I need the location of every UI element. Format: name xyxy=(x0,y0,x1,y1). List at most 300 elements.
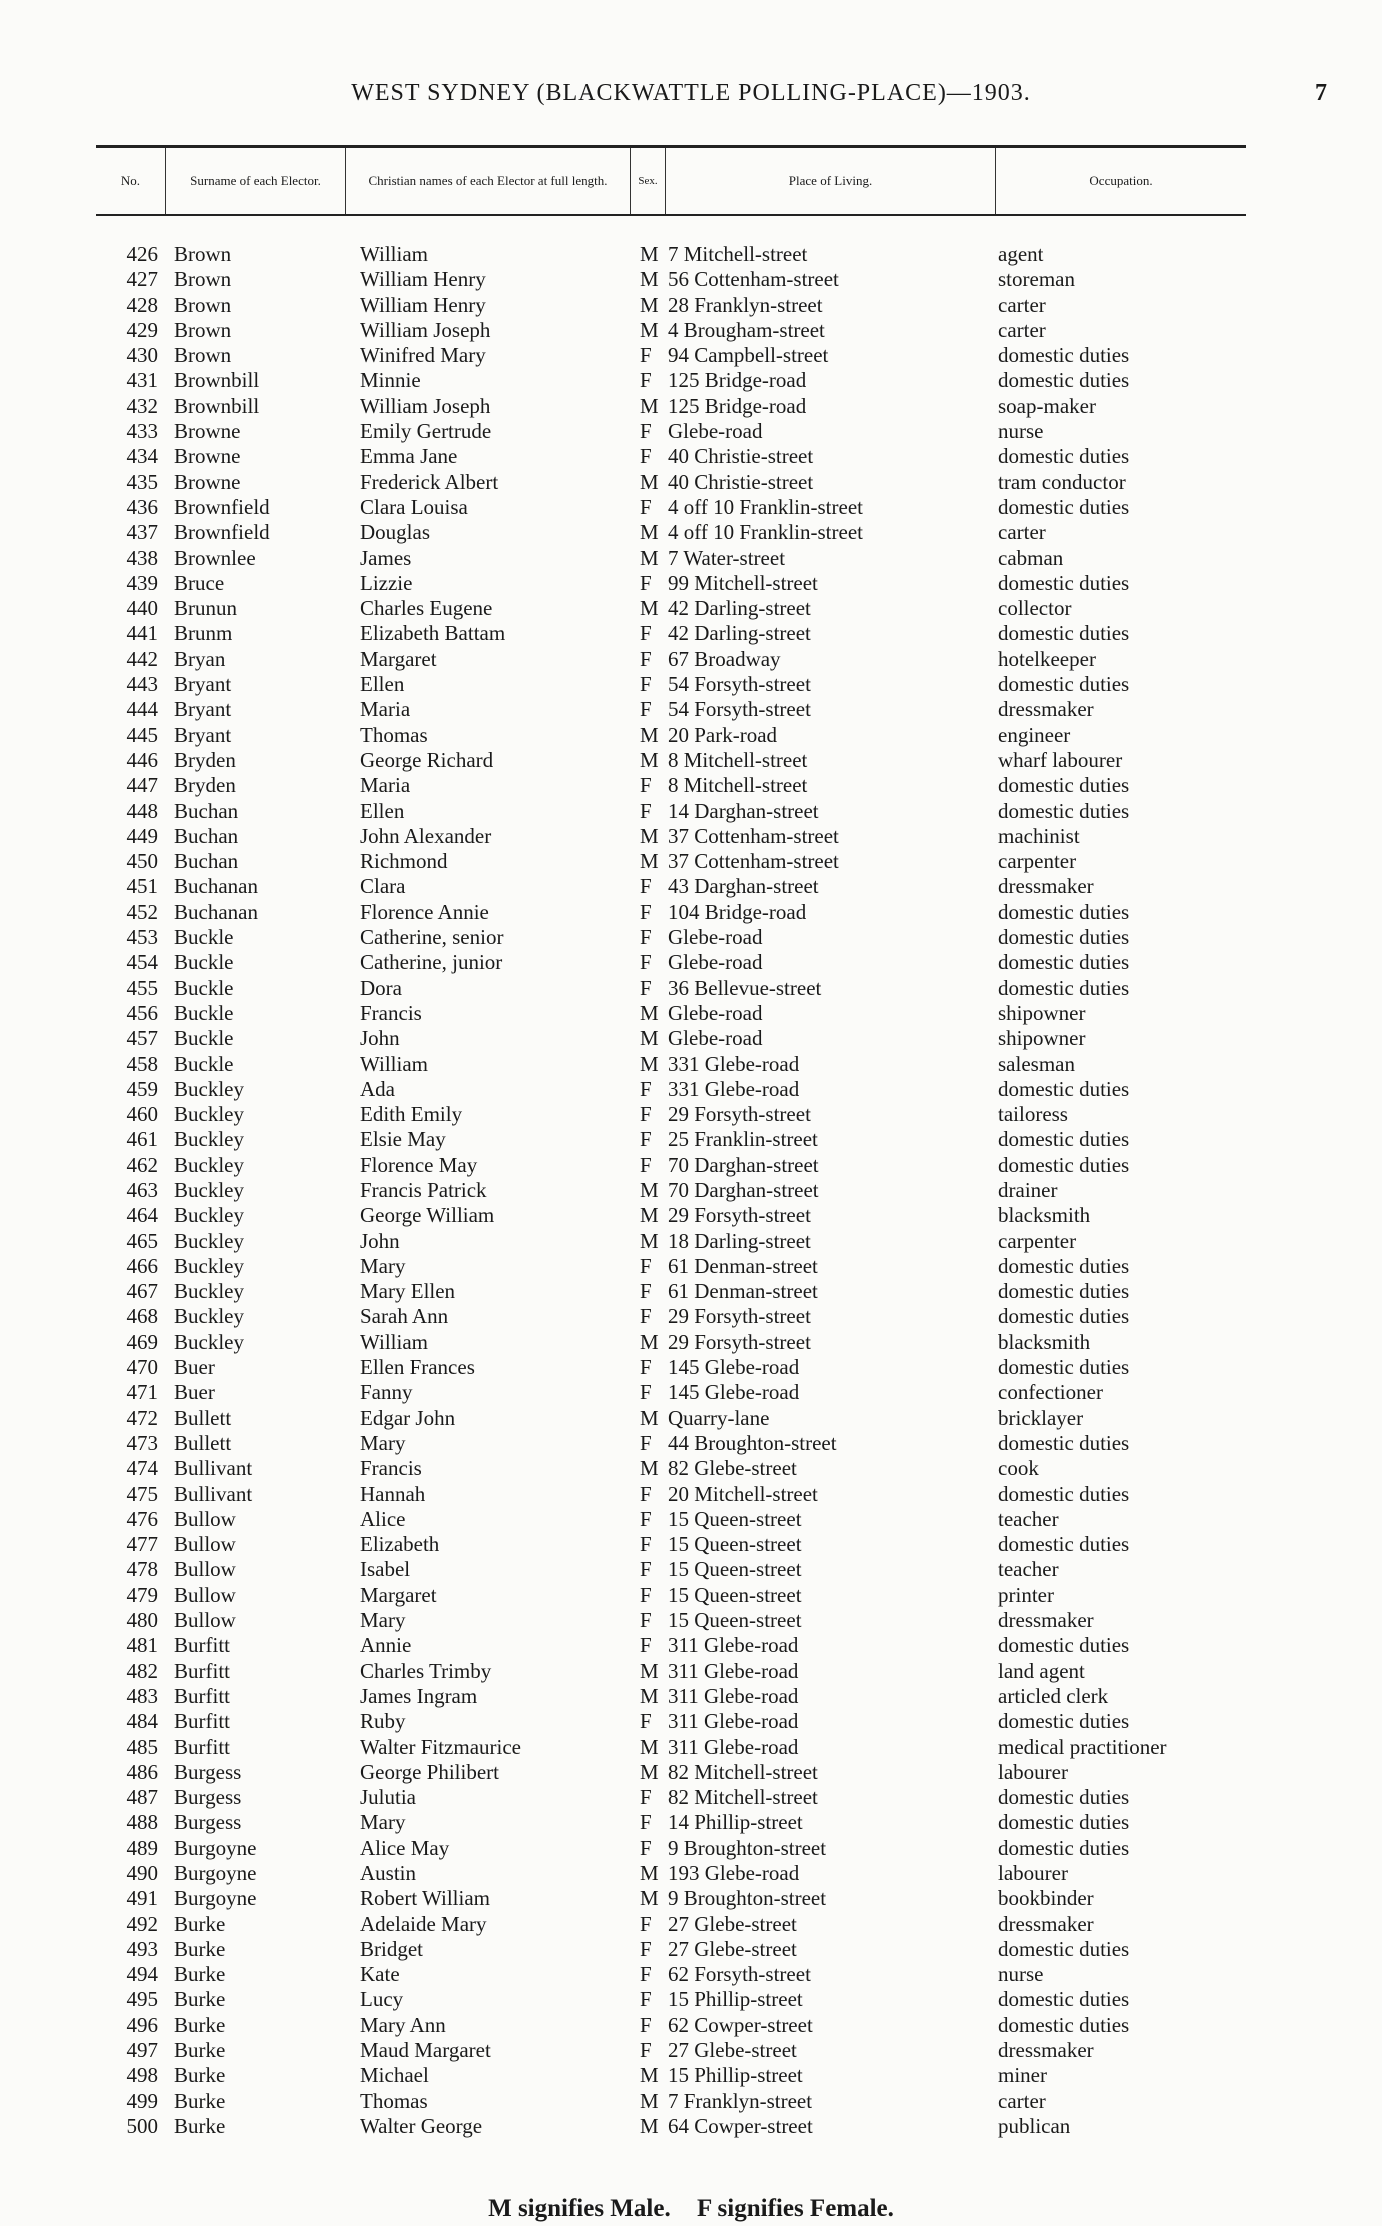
elector-sex: F xyxy=(640,570,652,595)
elector-sex: F xyxy=(640,1962,652,1987)
elector-occupation: domestic duties xyxy=(998,343,1130,368)
elector-occupation: domestic duties xyxy=(998,1355,1130,1380)
elector-surname: Burke xyxy=(174,2038,226,2063)
elector-number: 496 xyxy=(126,2012,158,2037)
elector-number: 431 xyxy=(126,368,158,393)
electoral-register-table xyxy=(96,145,1246,2139)
elector-sex: F xyxy=(640,621,652,646)
elector-occupation: domestic duties xyxy=(998,1076,1130,1101)
table-row xyxy=(96,1912,1246,1937)
table-row xyxy=(96,1987,1246,2012)
table-row xyxy=(96,1709,1246,1734)
table-row xyxy=(96,748,1246,773)
table-row xyxy=(96,2114,1246,2139)
elector-number: 460 xyxy=(126,1102,158,1127)
elector-sex: F xyxy=(640,1709,652,1734)
elector-place-of-living: 331 Glebe-road xyxy=(668,1076,800,1101)
elector-number: 432 xyxy=(126,393,158,418)
elector-surname: Burgess xyxy=(174,1785,242,1810)
elector-number: 474 xyxy=(126,1456,158,1481)
elector-surname: Burke xyxy=(174,2113,226,2138)
elector-sex: M xyxy=(640,1734,659,1759)
elector-place-of-living: 104 Bridge-road xyxy=(668,899,807,924)
table-row xyxy=(96,1608,1246,1633)
table-row xyxy=(96,1937,1246,1962)
elector-christian-names: William Joseph xyxy=(360,317,491,342)
elector-place-of-living: 311 Glebe-road xyxy=(668,1709,799,1734)
elector-sex: F xyxy=(640,1557,652,1582)
elector-occupation: domestic duties xyxy=(998,1127,1130,1152)
elector-christian-names: Maria xyxy=(360,697,411,722)
elector-surname: Bullow xyxy=(174,1557,236,1582)
elector-christian-names: Alice xyxy=(360,1506,406,1531)
table-row xyxy=(96,1861,1246,1886)
elector-christian-names: Maud Margaret xyxy=(360,2038,491,2063)
elector-surname: Burfitt xyxy=(174,1683,230,1708)
elector-sex: F xyxy=(640,975,652,1000)
table-row xyxy=(96,1760,1246,1785)
elector-sex: M xyxy=(640,823,659,848)
table-row xyxy=(96,1456,1246,1481)
table-row xyxy=(96,394,1246,419)
elector-surname: Brownbill xyxy=(174,393,260,418)
elector-christian-names: Walter George xyxy=(360,2113,483,2138)
elector-sex: M xyxy=(640,1203,659,1228)
elector-occupation: articled clerk xyxy=(998,1683,1109,1708)
table-row xyxy=(96,1836,1246,1861)
elector-number: 480 xyxy=(126,1608,158,1633)
elector-place-of-living: 15 Queen-street xyxy=(668,1608,802,1633)
elector-place-of-living: 193 Glebe-road xyxy=(668,1861,800,1885)
elector-occupation: shipowner xyxy=(998,1026,1086,1051)
elector-surname: Burke xyxy=(174,2012,226,2037)
elector-occupation: teacher xyxy=(998,1506,1059,1531)
elector-christian-names: Ada xyxy=(360,1076,395,1101)
table-row xyxy=(96,976,1246,1001)
elector-sex: M xyxy=(640,242,659,266)
elector-number: 493 xyxy=(126,1936,158,1961)
elector-christian-names: John xyxy=(360,1228,400,1253)
table-row xyxy=(96,1659,1246,1684)
elector-sex: F xyxy=(640,950,652,975)
table-row xyxy=(96,1735,1246,1760)
elector-place-of-living: 27 Glebe-street xyxy=(668,1911,797,1936)
elector-christian-names: Maria xyxy=(360,773,411,798)
column-header-christian-names: Christian names of each Elector at full length. xyxy=(346,148,631,214)
elector-christian-names: Hannah xyxy=(360,1481,426,1506)
elector-sex: F xyxy=(640,1936,652,1961)
elector-sex: M xyxy=(640,545,659,570)
elector-number: 497 xyxy=(126,2038,158,2063)
elector-number: 456 xyxy=(126,1000,158,1025)
elector-christian-names: Elizabeth xyxy=(360,1532,440,1557)
table-row xyxy=(96,242,1246,267)
elector-christian-names: Margaret xyxy=(360,646,437,671)
elector-occupation: confectioner xyxy=(998,1380,1103,1405)
elector-christian-names: Clara Louisa xyxy=(360,494,468,519)
elector-sex: F xyxy=(640,1633,652,1658)
elector-christian-names: Elizabeth Battam xyxy=(360,621,506,646)
elector-number: 428 xyxy=(126,292,158,317)
elector-sex: F xyxy=(640,1835,652,1860)
elector-place-of-living: 8 Mitchell-street xyxy=(668,747,808,772)
elector-occupation: domestic duties xyxy=(998,1481,1130,1506)
elector-number: 443 xyxy=(126,672,158,697)
elector-place-of-living: 37 Cottenham-street xyxy=(668,823,839,848)
elector-surname: Buckley xyxy=(174,1228,244,1253)
elector-christian-names: Lizzie xyxy=(360,570,413,595)
table-row xyxy=(96,849,1246,874)
column-header-sex: Sex. xyxy=(631,148,666,214)
elector-number: 498 xyxy=(126,2063,158,2088)
column-header-place-of-living: Place of Living. xyxy=(666,148,996,214)
elector-occupation: carter xyxy=(998,317,1046,342)
elector-number: 483 xyxy=(126,1683,158,1708)
elector-number: 499 xyxy=(126,2088,158,2113)
elector-number: 467 xyxy=(126,1279,158,1304)
elector-occupation: publican xyxy=(998,2113,1071,2138)
elector-place-of-living: 15 Queen-street xyxy=(668,1557,802,1582)
table-row xyxy=(96,2038,1246,2063)
elector-occupation: blacksmith xyxy=(998,1329,1091,1354)
elector-surname: Brunm xyxy=(174,621,233,646)
elector-sex: F xyxy=(640,773,652,798)
table-row xyxy=(96,368,1246,393)
elector-number: 492 xyxy=(126,1911,158,1936)
elector-number: 491 xyxy=(126,1886,158,1911)
elector-surname: Brown xyxy=(174,292,232,317)
elector-occupation: domestic duties xyxy=(998,1810,1130,1835)
elector-occupation: miner xyxy=(998,2063,1047,2088)
elector-place-of-living: 15 Queen-street xyxy=(668,1582,802,1607)
elector-sex: M xyxy=(640,722,659,747)
elector-place-of-living: 15 Queen-street xyxy=(668,1506,802,1531)
elector-surname: Burfitt xyxy=(174,1709,230,1734)
elector-number: 473 xyxy=(126,1430,158,1455)
elector-number: 484 xyxy=(126,1709,158,1734)
table-row xyxy=(96,1026,1246,1051)
elector-occupation: carter xyxy=(998,520,1046,545)
elector-sex: M xyxy=(640,1886,659,1911)
table-row xyxy=(96,874,1246,899)
elector-occupation: domestic duties xyxy=(998,798,1130,823)
elector-occupation: domestic duties xyxy=(998,925,1130,950)
elector-sex: M xyxy=(640,1456,659,1481)
elector-sex: F xyxy=(640,494,652,519)
elector-place-of-living: 40 Christie-street xyxy=(668,444,814,469)
elector-christian-names: Kate xyxy=(360,1962,400,1987)
table-row xyxy=(96,925,1246,950)
elector-number: 442 xyxy=(126,646,158,671)
table-row xyxy=(96,1254,1246,1279)
elector-place-of-living: 70 Darghan-street xyxy=(668,1152,819,1177)
elector-surname: Brown xyxy=(174,242,232,266)
elector-number: 500 xyxy=(126,2113,158,2138)
elector-number: 429 xyxy=(126,317,158,342)
elector-place-of-living: 311 Glebe-road xyxy=(668,1683,799,1708)
elector-place-of-living: 14 Darghan-street xyxy=(668,798,819,823)
elector-surname: Bryden xyxy=(174,747,236,772)
elector-surname: Bryant xyxy=(174,722,232,747)
elector-number: 476 xyxy=(126,1506,158,1531)
elector-surname: Bullivant xyxy=(174,1481,253,1506)
elector-occupation: carter xyxy=(998,2088,1046,2113)
elector-occupation: land agent xyxy=(998,1658,1085,1683)
elector-christian-names: Robert William xyxy=(360,1886,490,1911)
elector-occupation: domestic duties xyxy=(998,1835,1130,1860)
elector-sex: F xyxy=(640,646,652,671)
elector-sex: M xyxy=(640,1658,659,1683)
elector-christian-names: Adelaide Mary xyxy=(360,1911,487,1936)
elector-surname: Bryant xyxy=(174,672,232,697)
elector-occupation: collector xyxy=(998,596,1072,621)
elector-surname: Burgess xyxy=(174,1810,242,1835)
elector-surname: Burke xyxy=(174,1911,226,1936)
elector-surname: Brownfield xyxy=(174,520,270,545)
elector-place-of-living: 20 Mitchell-street xyxy=(668,1481,818,1506)
column-headers xyxy=(96,148,1246,216)
table-row xyxy=(96,571,1246,596)
elector-sex: M xyxy=(640,1405,659,1430)
elector-surname: Burke xyxy=(174,1936,226,1961)
elector-surname: Buchan xyxy=(174,823,239,848)
elector-christian-names: William Henry xyxy=(360,292,486,317)
elector-occupation: domestic duties xyxy=(998,1304,1130,1329)
elector-number: 452 xyxy=(126,899,158,924)
elector-christian-names: Lucy xyxy=(360,1987,404,2012)
elector-christian-names: Mary xyxy=(360,1810,406,1835)
elector-number: 449 xyxy=(126,823,158,848)
elector-number: 444 xyxy=(126,697,158,722)
elector-occupation: dressmaker xyxy=(998,1911,1094,1936)
elector-occupation: tram conductor xyxy=(998,469,1126,494)
table-row xyxy=(96,621,1246,646)
elector-occupation: domestic duties xyxy=(998,494,1130,519)
elector-number: 430 xyxy=(126,343,158,368)
elector-surname: Buckley xyxy=(174,1152,244,1177)
elector-number: 478 xyxy=(126,1557,158,1582)
elector-number: 427 xyxy=(126,267,158,292)
elector-number: 445 xyxy=(126,722,158,747)
elector-surname: Browne xyxy=(174,419,241,444)
table-row xyxy=(96,1583,1246,1608)
elector-surname: Buckley xyxy=(174,1177,244,1202)
elector-surname: Buckle xyxy=(174,925,234,950)
elector-sex: F xyxy=(640,899,652,924)
elector-christian-names: James xyxy=(360,545,412,570)
elector-place-of-living: Glebe-road xyxy=(668,925,763,950)
elector-occupation: teacher xyxy=(998,1557,1059,1582)
elector-christian-names: Florence May xyxy=(360,1152,478,1177)
elector-christian-names: Emma Jane xyxy=(360,444,458,469)
elector-sex: M xyxy=(640,393,659,418)
elector-surname: Buckle xyxy=(174,975,234,1000)
elector-place-of-living: 67 Broadway xyxy=(668,646,781,671)
elector-surname: Buchanan xyxy=(174,899,258,924)
table-row xyxy=(96,1001,1246,1026)
elector-christian-names: William Joseph xyxy=(360,393,491,418)
elector-occupation: domestic duties xyxy=(998,1709,1130,1734)
table-row xyxy=(96,647,1246,672)
elector-occupation: engineer xyxy=(998,722,1071,747)
elector-christian-names: Emily Gertrude xyxy=(360,419,492,444)
elector-place-of-living: 145 Glebe-road xyxy=(668,1355,800,1380)
elector-occupation: bookbinder xyxy=(998,1886,1094,1911)
elector-occupation: tailoress xyxy=(998,1102,1068,1127)
table-row xyxy=(96,2063,1246,2088)
elector-surname: Bullow xyxy=(174,1506,236,1531)
elector-surname: Buckley xyxy=(174,1127,244,1152)
elector-sex: F xyxy=(640,874,652,899)
elector-christian-names: Bridget xyxy=(360,1936,423,1961)
elector-sex: M xyxy=(640,292,659,317)
table-row xyxy=(96,672,1246,697)
elector-number: 472 xyxy=(126,1405,158,1430)
elector-christian-names: Frederick Albert xyxy=(360,469,499,494)
elector-occupation: domestic duties xyxy=(998,1987,1130,2012)
elector-number: 441 xyxy=(126,621,158,646)
elector-place-of-living: 25 Franklin-street xyxy=(668,1127,818,1152)
elector-sex: F xyxy=(640,1380,652,1405)
elector-occupation: domestic duties xyxy=(998,899,1130,924)
elector-christian-names: Edgar John xyxy=(360,1405,456,1430)
table-row xyxy=(96,1102,1246,1127)
elector-surname: Buchanan xyxy=(174,874,258,899)
elector-christian-names: Winifred Mary xyxy=(360,343,486,368)
elector-number: 437 xyxy=(126,520,158,545)
elector-occupation: labourer xyxy=(998,1759,1068,1784)
elector-number: 448 xyxy=(126,798,158,823)
elector-occupation: dressmaker xyxy=(998,874,1094,899)
table-row xyxy=(96,1886,1246,1911)
elector-surname: Buckle xyxy=(174,950,234,975)
elector-sex: M xyxy=(640,469,659,494)
elector-place-of-living: 4 off 10 Franklin-street xyxy=(668,520,863,545)
elector-christian-names: Minnie xyxy=(360,368,421,393)
table-row xyxy=(96,318,1246,343)
elector-number: 463 xyxy=(126,1177,158,1202)
elector-christian-names: Francis xyxy=(360,1000,422,1025)
elector-surname: Bruce xyxy=(174,570,225,595)
elector-christian-names: Mary xyxy=(360,1430,406,1455)
elector-christian-names: Annie xyxy=(360,1633,412,1658)
table-row xyxy=(96,900,1246,925)
elector-surname: Brunun xyxy=(174,596,237,621)
elector-surname: Burke xyxy=(174,1987,226,2012)
elector-number: 440 xyxy=(126,596,158,621)
elector-occupation: blacksmith xyxy=(998,1203,1091,1228)
elector-sex: M xyxy=(640,1329,659,1354)
elector-place-of-living: 42 Darling-street xyxy=(668,621,811,646)
elector-occupation: domestic duties xyxy=(998,1936,1130,1961)
elector-surname: Burgoyne xyxy=(174,1835,257,1860)
table-row xyxy=(96,2013,1246,2038)
elector-number: 485 xyxy=(126,1734,158,1759)
table-row xyxy=(96,2089,1246,2114)
column-header-no: No. xyxy=(96,148,166,214)
elector-number: 466 xyxy=(126,1253,158,1278)
elector-sex: F xyxy=(640,672,652,697)
elector-christian-names: George Philibert xyxy=(360,1759,500,1784)
elector-christian-names: Sarah Ann xyxy=(360,1304,449,1329)
elector-christian-names: William Henry xyxy=(360,267,486,292)
elector-christian-names: Catherine, junior xyxy=(360,950,503,975)
elector-place-of-living: 311 Glebe-road xyxy=(668,1658,799,1683)
elector-sex: F xyxy=(640,925,652,950)
elector-number: 438 xyxy=(126,545,158,570)
table-row xyxy=(96,950,1246,975)
elector-christian-names: Thomas xyxy=(360,2088,428,2113)
elector-surname: Burfitt xyxy=(174,1734,230,1759)
elector-surname: Buchan xyxy=(174,798,239,823)
elector-sex: F xyxy=(640,697,652,722)
elector-place-of-living: 61 Denman-street xyxy=(668,1279,818,1304)
elector-sex: F xyxy=(640,1987,652,2012)
elector-sex: F xyxy=(640,1506,652,1531)
elector-number: 487 xyxy=(126,1785,158,1810)
elector-place-of-living: 29 Forsyth-street xyxy=(668,1203,811,1228)
elector-occupation: medical practitioner xyxy=(998,1734,1167,1759)
table-row xyxy=(96,1077,1246,1102)
table-row xyxy=(96,1355,1246,1380)
elector-number: 435 xyxy=(126,469,158,494)
elector-number: 453 xyxy=(126,925,158,950)
elector-number: 451 xyxy=(126,874,158,899)
elector-christian-names: Florence Annie xyxy=(360,899,489,924)
elector-surname: Buckley xyxy=(174,1253,244,1278)
elector-christian-names: Austin xyxy=(360,1861,417,1885)
elector-surname: Bullett xyxy=(174,1430,232,1455)
elector-christian-names: Dora xyxy=(360,975,402,1000)
elector-place-of-living: 82 Mitchell-street xyxy=(668,1785,818,1810)
elector-christian-names: James Ingram xyxy=(360,1683,478,1708)
elector-surname: Burgess xyxy=(174,1759,242,1784)
elector-christian-names: William xyxy=(360,242,428,266)
column-header-surname: Surname of each Elector. xyxy=(166,148,346,214)
elector-number: 489 xyxy=(126,1835,158,1860)
legend-female: F signifies Female. xyxy=(696,2195,894,2222)
elector-sex: F xyxy=(640,1810,652,1835)
elector-sex: M xyxy=(640,1759,659,1784)
elector-christian-names: George William xyxy=(360,1203,495,1228)
elector-number: 486 xyxy=(126,1759,158,1784)
table-row xyxy=(96,1810,1246,1835)
elector-sex: M xyxy=(640,1683,659,1708)
elector-occupation: domestic duties xyxy=(998,1785,1130,1810)
table-row xyxy=(96,824,1246,849)
elector-occupation: domestic duties xyxy=(998,621,1130,646)
elector-sex: F xyxy=(640,1532,652,1557)
elector-occupation: labourer xyxy=(998,1861,1068,1885)
elector-place-of-living: 331 Glebe-road xyxy=(668,1051,800,1076)
elector-sex: M xyxy=(640,596,659,621)
elector-surname: Buckley xyxy=(174,1102,244,1127)
elector-place-of-living: Glebe-road xyxy=(668,1000,763,1025)
elector-occupation: cabman xyxy=(998,545,1064,570)
elector-occupation: domestic duties xyxy=(998,1253,1130,1278)
elector-surname: Buckley xyxy=(174,1304,244,1329)
elector-place-of-living: 64 Cowper-street xyxy=(668,2113,813,2138)
elector-place-of-living: 42 Darling-street xyxy=(668,596,811,621)
elector-place-of-living: 28 Franklyn-street xyxy=(668,292,823,317)
elector-christian-names: Ellen xyxy=(360,798,405,823)
table-row xyxy=(96,1052,1246,1077)
elector-place-of-living: 145 Glebe-road xyxy=(668,1380,800,1405)
elector-place-of-living: 82 Glebe-street xyxy=(668,1456,797,1481)
elector-number: 433 xyxy=(126,419,158,444)
elector-sex: F xyxy=(640,1355,652,1380)
elector-place-of-living: 44 Broughton-street xyxy=(668,1430,837,1455)
